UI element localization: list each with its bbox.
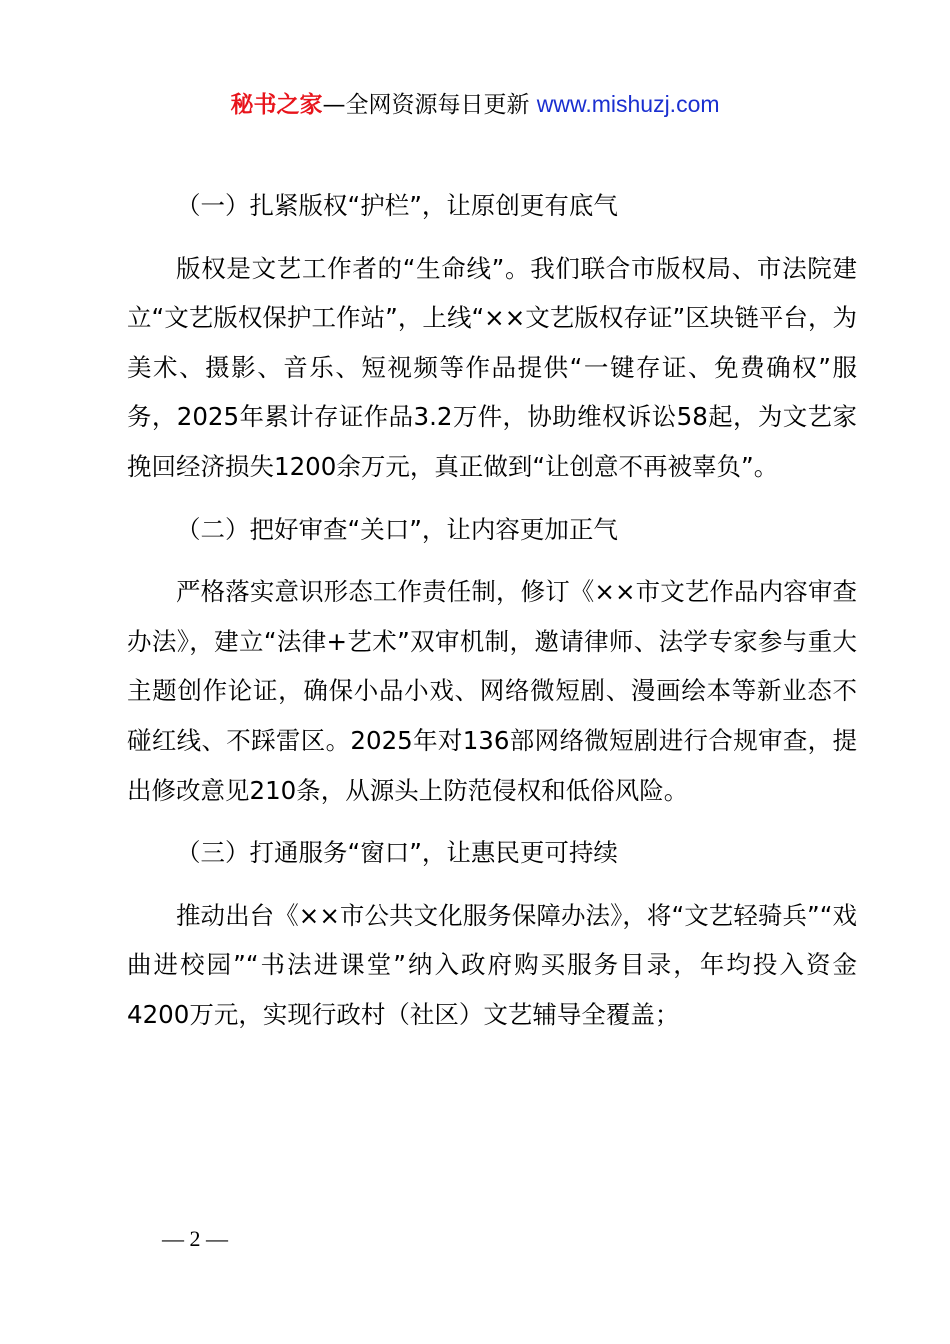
site-url-link[interactable]: www.mishuzj.com — [536, 91, 720, 117]
section-paragraph-3: 推动出台《××市公共文化服务保障办法》，将“文艺轻骑兵”“戏曲进校园”“书法进课堂”纳入政府购买服务目录，年均投入资金4200万元，实现行政村（社区）文艺辅导全覆盖； — [127, 900, 857, 1029]
site-header — [0, 88, 950, 121]
document-body — [127, 181, 857, 1053]
section-paragraph-2: 严格落实意识形态工作责任制，修订《××市文艺作品内容审查办法》，建立“法律+艺术”双审机制，邀请律师、法学专家参与重大主题创作论证，确保小品小戏、网络微短剧、漫画绘本等新业态不碰红线、不踩雷区。2025年对136部网络微短剧进行合规审查，提出修改意见210条，从源头上防范侵权和低俗风险。 — [127, 577, 857, 805]
section-heading-3: （三）打通服务“窗口”，让惠民更可持续 — [176, 838, 618, 868]
section-heading-2: （二）把好审查“关口”，让内容更加正气 — [176, 514, 618, 544]
section-heading-1: （一）扎紧版权“护栏”，让原创更有底气 — [176, 191, 618, 220]
section-paragraph-1: 版权是文艺工作者的“生命线”。我们联合市版权局、市法院建立“文艺版权保护工作站”，上线“××文艺版权存证”区块链平台，为美术、摄影、音乐、短视频等作品提供“一键存证、免费确权”服务，2025年累计存证作品3.2万件，协助维权诉讼58起，为文艺家挽回经济损失1200余万元，真正做到“让创意不再被辜负”。 — [127, 253, 857, 481]
brand-name: 秘书之家 — [230, 92, 323, 118]
page-number: — 2 — — [162, 1226, 228, 1251]
header-tagline: —全网资源每日更新 — [322, 92, 537, 118]
